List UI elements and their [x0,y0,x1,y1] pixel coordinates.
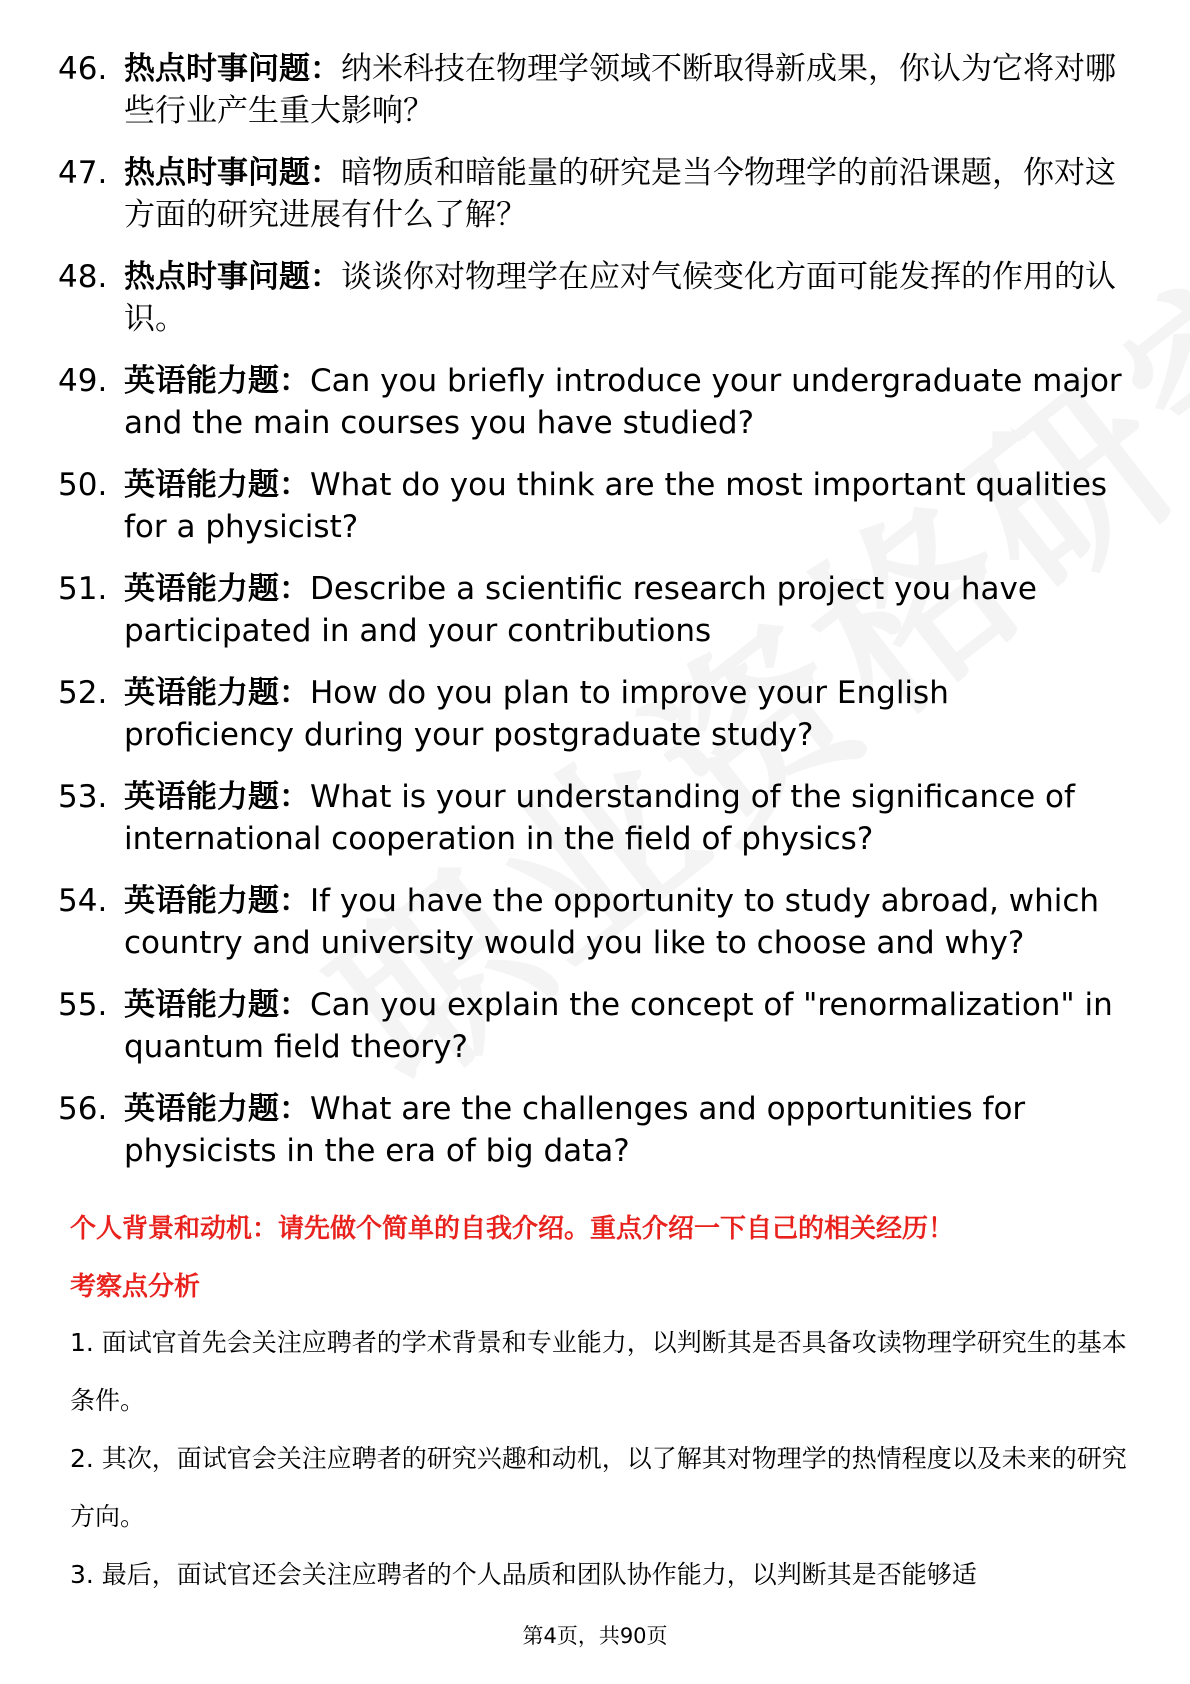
question-number: 50. [58,467,108,503]
question-number: 46. [58,51,108,87]
analysis-list [70,1314,1130,1604]
question-category: 热点时事问题： [124,155,341,191]
question-number: 51. [58,571,108,607]
question-number: 54. [58,883,108,919]
question-item [58,48,1128,132]
question-item [58,984,1128,1068]
question-text: How do you plan to improve your English proficiency during your postgraduate study? [124,675,949,753]
question-item [58,360,1128,444]
question-number: 55. [58,987,108,1023]
question-text: Can you explain the concept of "renormalization" in quantum field theory? [124,987,1113,1065]
question-text: Can you briefly introduce your undergraduate major and the main courses you have studied? [124,363,1122,441]
question-category: 英语能力题： [124,363,310,399]
question-number: 47. [58,155,108,191]
analysis-point: 2. 其次，面试官会关注应聘者的研究兴趣和动机，以了解其对物理学的热情程度以及未来的研究方向。 [70,1444,1127,1531]
question-text: If you have the opportunity to study abroad, which country and university would you like to choose and why? [124,883,1100,961]
question-category: 英语能力题： [124,1091,310,1127]
question-number: 53. [58,779,108,815]
question-item [58,256,1128,340]
question-item [58,880,1128,964]
analysis-point: 1. 面试官首先会关注应聘者的学术背景和专业能力，以判断其是否具备攻读物理学研究生的基本条件。 [70,1328,1127,1415]
question-item [58,464,1128,548]
question-text: 谈谈你对物理学在应对气候变化方面可能发挥的作用的认识。 [124,259,1116,337]
question-text: What are the challenges and opportunities for physicists in the era of big data? [124,1091,1026,1169]
question-number: 56. [58,1091,108,1127]
question-item [58,152,1128,236]
question-category: 英语能力题： [124,779,310,815]
question-category: 热点时事问题： [124,51,341,87]
analysis-point: 3. 最后，面试官还会关注应聘者的个人品质和团队协作能力，以判断其是否能够适 [70,1560,977,1589]
question-list [58,48,1128,1192]
question-category: 热点时事问题： [124,259,341,295]
question-number: 48. [58,259,108,295]
question-number: 49. [58,363,108,399]
question-category: 英语能力题： [124,571,310,607]
question-item [58,568,1128,652]
question-number: 52. [58,675,108,711]
question-category: 英语能力题： [124,675,310,711]
question-item [58,1088,1128,1172]
question-text: 暗物质和暗能量的研究是当今物理学的前沿课题，你对这方面的研究进展有什么了解？ [124,155,1116,233]
question-category: 英语能力题： [124,883,310,919]
question-text: What is your understanding of the significance of international cooperation in the field of physics? [124,779,1075,857]
question-text: Describe a scientific research project you have participated in and your contributions [124,571,1037,649]
question-item [58,776,1128,860]
question-item [58,672,1128,756]
question-text: What do you think are the most important qualities for a physicist? [124,467,1108,545]
page-footer: 第4页，共90页 [522,1624,668,1648]
question-text: 纳米科技在物理学领域不断取得新成果，你认为它将对哪些行业产生重大影响？ [124,51,1116,129]
question-category: 英语能力题： [124,987,310,1023]
question-category: 英语能力题： [124,467,310,503]
section-heading: 个人背景和动机：请先做个简单的自我介绍。重点介绍一下自己的相关经历！ [70,1214,955,1244]
section-subheading: 考察点分析 [70,1272,201,1302]
